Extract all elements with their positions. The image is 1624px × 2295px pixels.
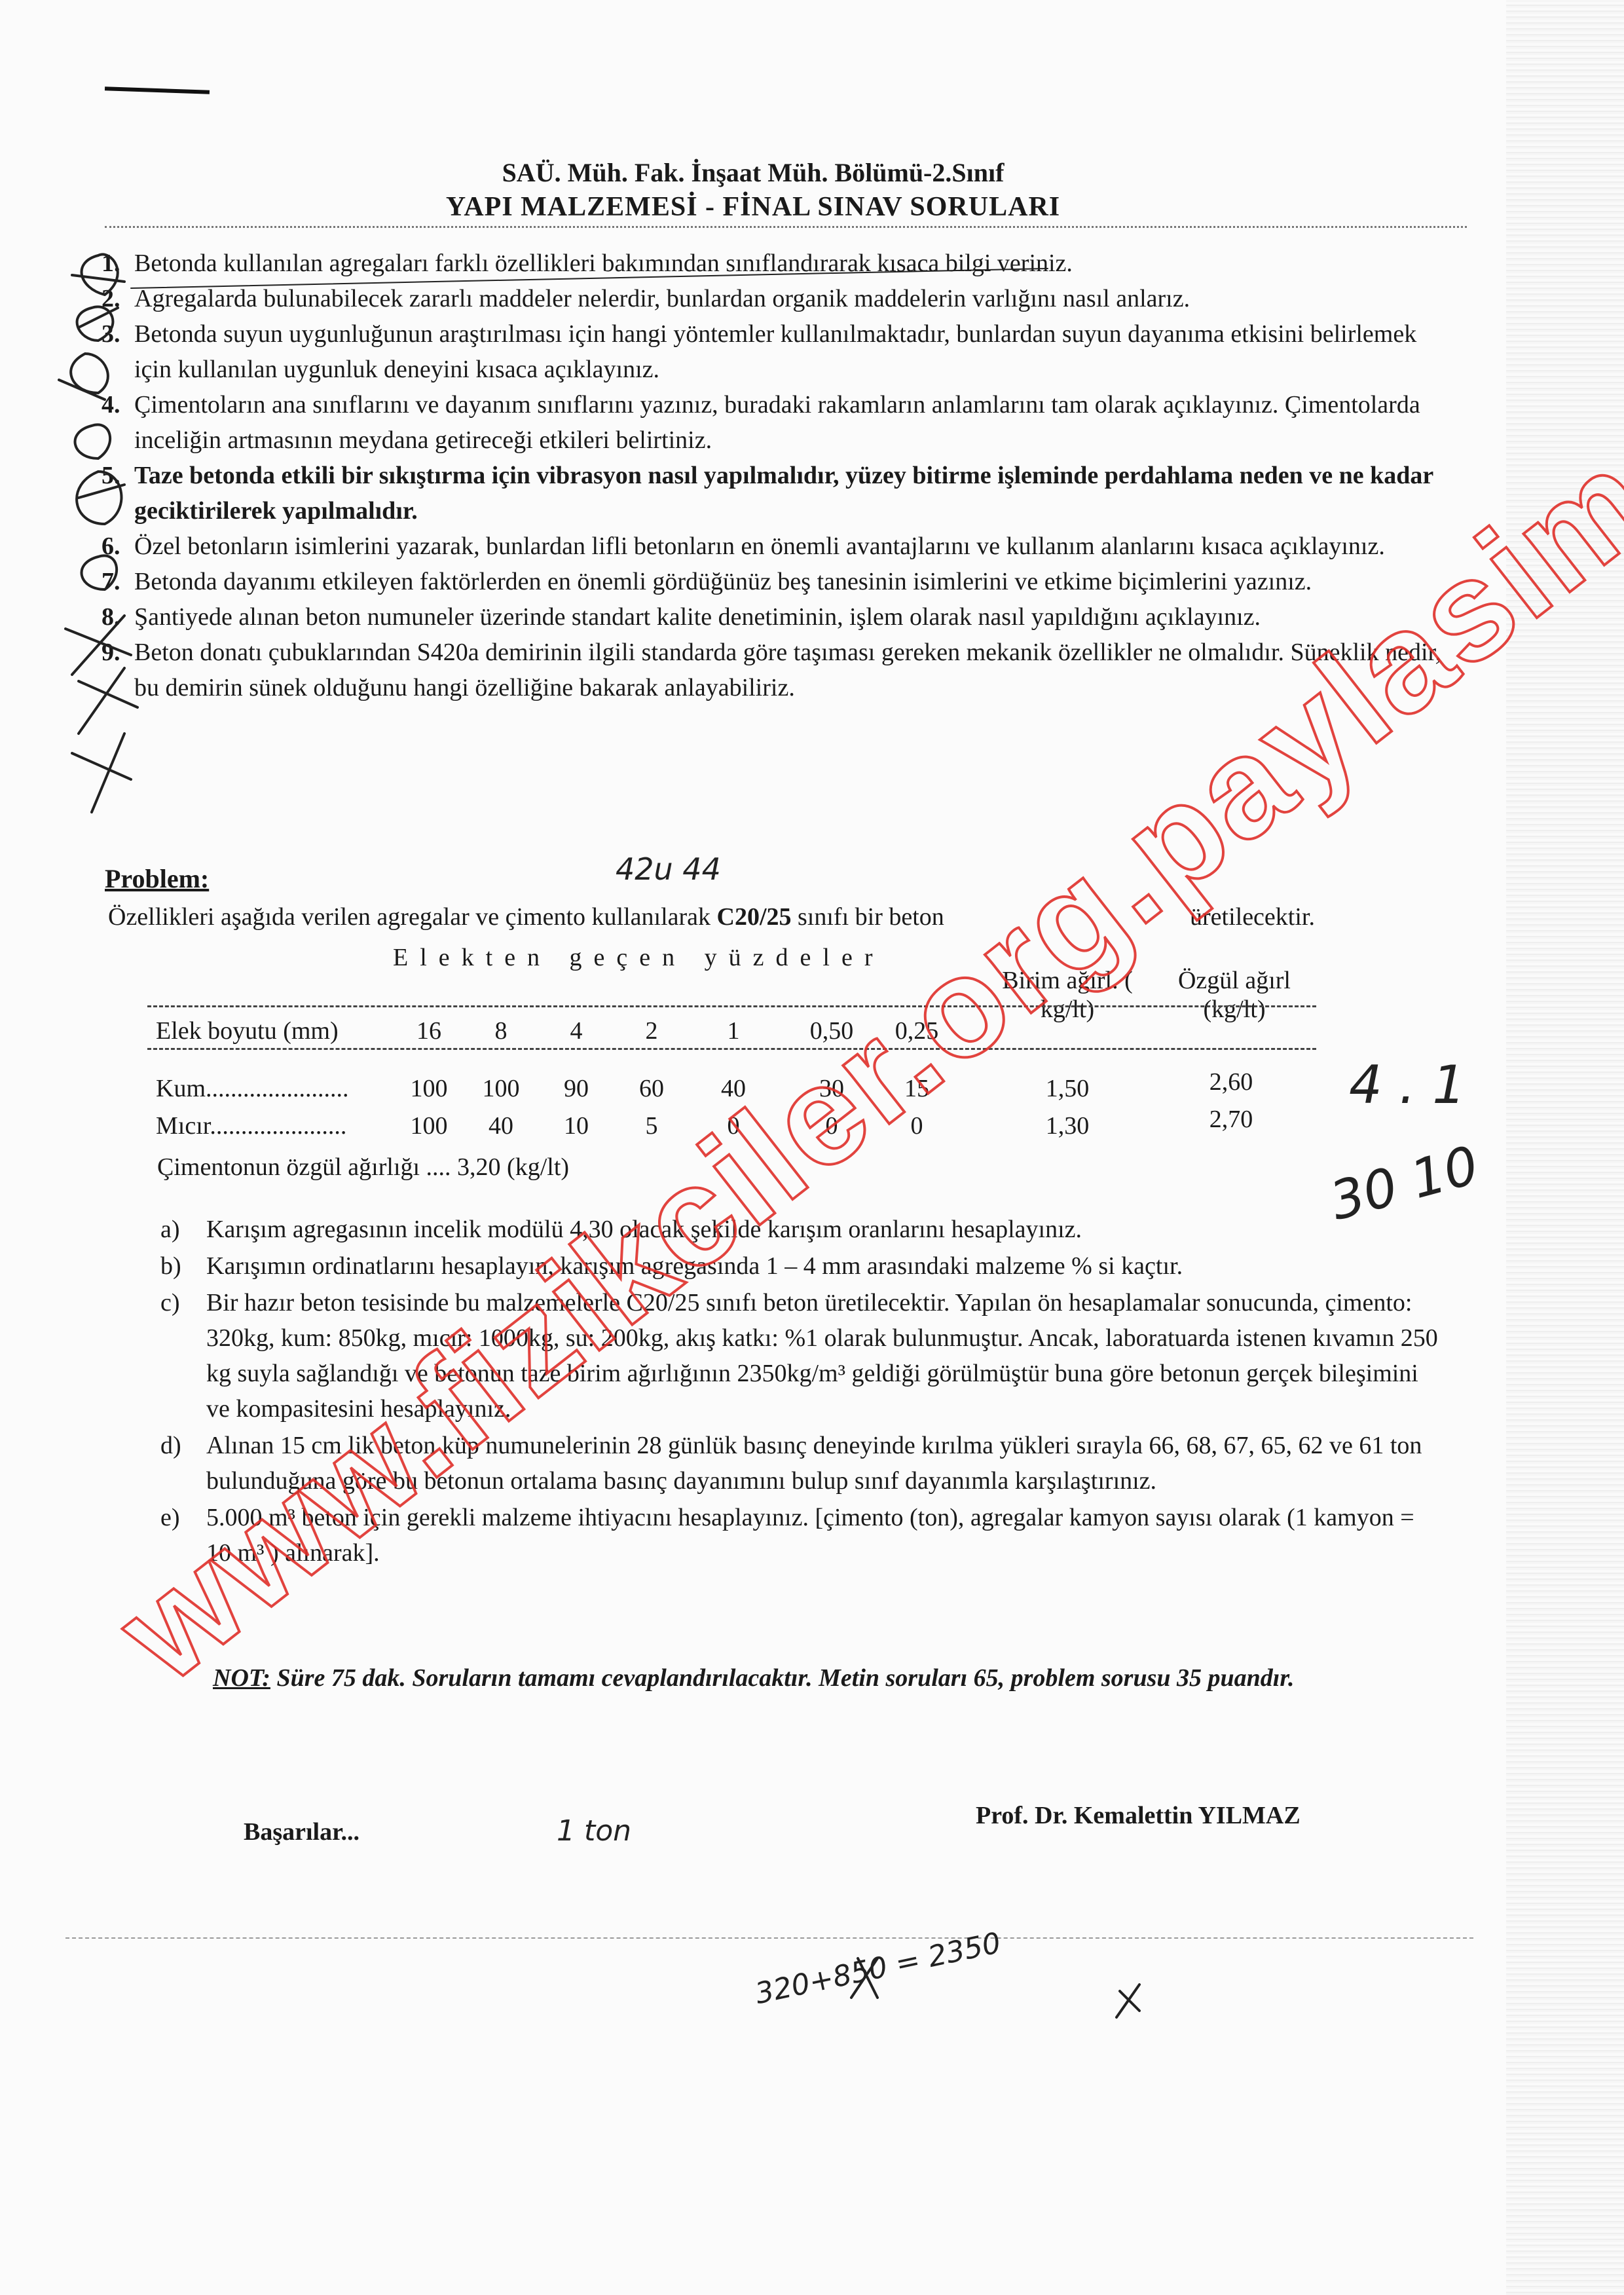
question-item (101, 599, 1444, 635)
professor-signature: Prof. Dr. Kemalettin YILMAZ (976, 1802, 1301, 1829)
grading-cell: 5 (645, 1112, 658, 1140)
grading-cell: 40 (721, 1075, 746, 1102)
unit-weight-cell: 1,50 (1045, 1075, 1090, 1102)
table-rule (147, 1005, 1316, 1007)
question-text: Beton donatı çubuklarından S420a demirinin ilgili standarda göre taşıması gereken mekanik özellikler ne olmalıdır. Süneklik nedir, bu demirin sünek olduğunu hangi özelliğine bakarak anlayabiliriz. (134, 639, 1442, 701)
grading-cell: 0 (910, 1112, 923, 1140)
question-text: Özel betonların isimlerini yazarak, bunlardan lifli betonların en önemli avantajlarını ve kullanım alanlarını kısaca açıklayınız. (134, 532, 1385, 560)
sieve-size-cell: 0,50 (809, 1017, 854, 1045)
question-number: 4. (101, 391, 120, 419)
question-text: Betonda dayanımı etkileyen faktörlerden en önemli gördüğünüz beş tanesinin isimlerini ve etkime biçimlerini yazınız. (134, 568, 1312, 595)
faculty-header: SAÜ. Müh. Fak. İnşaat Müh. Bölümü-2.Sınıf (502, 158, 1005, 187)
question-text: Şantiyede alınan beton numuneler üzerinde standart kalite denetiminin, işlem olarak nasıl yapıldığını açıklayınız. (134, 603, 1261, 631)
handwritten-note: 320+850 = 2350 (752, 1926, 1004, 2011)
problem-title: Problem: (105, 864, 210, 893)
question-item (101, 281, 1444, 316)
good-luck: Başarılar... (244, 1818, 360, 1846)
question-number: 8. (101, 603, 120, 631)
row-gravel-label: Mıcır...................... (156, 1112, 347, 1140)
unit-weight-cell: 1,30 (1045, 1112, 1090, 1140)
grading-cell: 100 (410, 1075, 448, 1102)
question-item (101, 564, 1444, 599)
exam-title: YAPI MALZEMESİ - FİNAL SINAV SORULARI (445, 192, 1061, 222)
part-label: d) (160, 1432, 181, 1459)
note-text: Süre 75 dak. Soruların tamamı cevaplandırılacaktır. Metin soruları 65, problem sorusu 35 puandır. (270, 1664, 1295, 1692)
handwritten-note: 42u 44 (616, 851, 721, 887)
grading-cell: 90 (564, 1075, 589, 1102)
handwritten-note: 30 10 (1323, 1134, 1485, 1233)
question-number: 6. (101, 532, 120, 560)
grading-cell: 30 (819, 1075, 844, 1102)
sieve-size-cell: 8 (494, 1017, 507, 1045)
grading-cell: 0 (727, 1112, 740, 1140)
exam-note (213, 1660, 1457, 1696)
sieve-size-cell: 4 (570, 1017, 583, 1045)
question-number: 2. (101, 285, 120, 312)
intro-text-b: sınıfı bir beton (791, 903, 944, 931)
question-number: 3. (101, 320, 120, 348)
scan-edge (1506, 0, 1624, 2295)
intro-tail: üretilecektir. (1190, 903, 1315, 931)
question-item (101, 529, 1444, 564)
bottom-divider (65, 1937, 1473, 1939)
question-number: 1. (101, 250, 120, 277)
sieve-label: Elek boyutu (mm) (156, 1017, 339, 1045)
grading-cell: 40 (489, 1112, 513, 1140)
row-sand-label: Kum....................... (156, 1075, 349, 1102)
question-text: Çimentoların ana sınıflarını ve dayanım sınıflarını yazınız, buradaki rakamların anlamlarını tam olarak açıklayınız. Çimentolarda inceliğin artmasının meydana getireceği etkileri belirtiniz. (134, 391, 1420, 454)
question-item (101, 458, 1444, 529)
specific-gravity-header: Özgül ağırl (kg/lt) (1177, 967, 1291, 1023)
question-item (101, 387, 1444, 458)
part-label: e) (160, 1504, 180, 1531)
grading-cell: 15 (904, 1075, 929, 1102)
question-list (101, 246, 1444, 705)
question-number: 5. (101, 462, 120, 489)
note-label: NOT: (213, 1664, 270, 1692)
specific-gravity-cell: 2,60 (1209, 1068, 1253, 1096)
concrete-class: C20/25 (716, 903, 792, 931)
header-divider (105, 226, 1467, 228)
question-number: 9. (101, 639, 120, 666)
sieve-size-cell: 0,25 (895, 1017, 939, 1045)
handwritten-note: 1 ton (557, 1814, 632, 1848)
sieve-size-cell: 16 (416, 1017, 441, 1045)
part-label: a) (160, 1216, 180, 1243)
handwritten-note: 4 . 1 (1349, 1054, 1466, 1115)
sieve-size-cell: 1 (727, 1017, 740, 1045)
grading-cell: 0 (825, 1112, 838, 1140)
grading-cell: 100 (482, 1075, 520, 1102)
question-text: Agregalarda bulunabilecek zararlı maddeler nelerdir, bunlardan organik maddelerin varlığını nasıl anlarız. (134, 285, 1190, 312)
question-item (101, 316, 1444, 387)
grading-cell: 100 (410, 1112, 448, 1140)
part-text: 5.000 m³ beton için gerekli malzeme ihtiyacını hesaplayınız. [çimento (ton), agregalar kamyon sayısı olarak (1 kamyon = 10 m³ ) alınarak]. (206, 1504, 1414, 1567)
part-text: Karışımın ordinatlarını hesaplayın, karışım agregasında 1 – 4 mm arasındaki malzeme % si kaçtır. (206, 1252, 1183, 1280)
grading-cell: 10 (564, 1112, 589, 1140)
question-text: Taze betonda etkili bir sıkıştırma için vibrasyon nasıl yapılmalıdır, yüzey bitirme işleminde perdahlama neden ve ne kadar geciktirilerek yapılmalıdır. (134, 462, 1433, 525)
part-label: c) (160, 1289, 180, 1316)
part-label: b) (160, 1252, 181, 1280)
specific-gravity-cell: 2,70 (1209, 1106, 1253, 1133)
grading-cell: 60 (639, 1075, 664, 1102)
table-rule (147, 1048, 1316, 1050)
part-text: Karışım agregasının incelik modülü 4,30 olacak şekilde karışım oranlarını hesaplayınız. (206, 1216, 1082, 1243)
question-text: Betonda kullanılan agregaları farklı özellikleri bakımından sınıflandırarak kısaca bilgi veriniz. (134, 250, 1073, 277)
question-text: Betonda suyun uygunluğunun araştırılması için hangi yöntemler kullanılmaktadır, bunlardan suyun dayanıma etkisini belirlemek için kullanılan uygunluk deneyini kısaca açıklayınız. (134, 320, 1417, 383)
problem-part (160, 1248, 1444, 1284)
sieve-caption: Elekten geçen yüzdeler (393, 944, 885, 971)
intro-text: Özellikleri aşağıda verilen agregalar ve çimento kullanılarak (108, 903, 717, 931)
unit-weight-header: Birim ağırl. ( kg/lt) (1002, 967, 1133, 1023)
question-number: 7. (101, 568, 120, 595)
cement-specific-gravity: Çimentonun özgül ağırlığı .... 3,20 (kg/lt) (157, 1153, 570, 1181)
sieve-size-cell: 2 (645, 1017, 658, 1045)
problem-intro (108, 903, 1315, 931)
question-item (101, 246, 1444, 281)
part-text: Bir hazır beton tesisinde bu malzemelerle C20/25 sınıfı beton üretilecektir. Yapılan ön hesaplamalar sonucunda, çimento: 320kg, kum: 850kg, mıcır: 1000kg, su: 200kg, akış katkı: %1 olarak bulunmuştur. Ancak, laboratuarda istenen kıvamın 250 kg suyla sağlandığı ve betonun taze birim ağırlığının 2350kg/m³ geldiği görülmüştür buna göre betonun gerçek bileşimini ve kompasitesini hesaplayınız. (206, 1289, 1438, 1423)
part-text: Alınan 15 cm lik beton küp numunelerinin 28 günlük basınç deneyinde kırılma yükleri sırayla 66, 68, 67, 65, 62 ve 61 ton bulunduğuna göre bu betonun ortalama basınç dayanımını bulup sınıf dayanımla karşılaştırınız. (206, 1432, 1422, 1495)
